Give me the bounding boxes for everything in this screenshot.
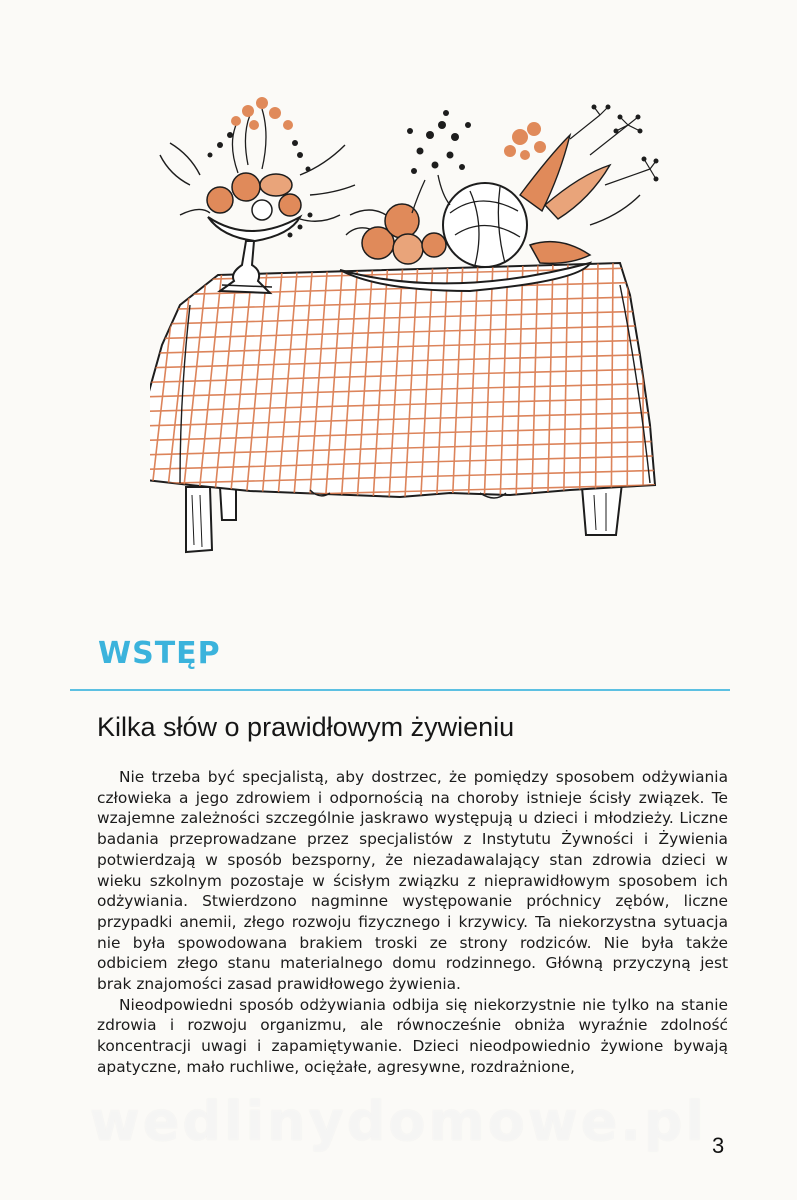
paragraph: Nieodpowiedni sposób odżywiania odbija się niekorzystnie nie tylko na stanie zdrowia i rozwoju organizmu, ale równocześnie obniża wyraźnie zdolność koncentracji uwagi i zapamiętywanie. Dzieci nieodpowiednio żywione bywają apatyczne, mało ruchliwe, ociężałe, agresywne, rozdrażnione, [97,995,728,1076]
paragraph: Nie trzeba być specjalistą, aby dostrzec, że pomiędzy sposobem odżywiania człowieka a jego zdrowiem i odpornością na choroby istnieje ścisły związek. Te wzajemne zależności szczególnie jaskrawo występują u dzieci i młodzieży. Liczne badania przeprowadzane przez specjalistów z Instytutu Żywności i Żywienia potwierdzają w sposób bezsporny, że niezadawalający stan zdrowia dzieci w wieku szkolnym pozostaje w ścisłym związku z nieprawidłowym sposobem ich odżywiania. Stwierdzono nagminne występowanie próchnicy zębów, liczne przypadki anemii, złego rozwoju fizycznego i krzywicy. Ta niekorzystna sytuacja nie była spowodowana brakiem troski ze strony rodziców. Nie była także odbiciem złego stanu materialnego domu rodzinnego. Główną przyczyną jest brak znajomości zasad prawidłowego żywienia. [97,768,728,994]
watermark: wedlinydomowe.pl [89,1090,708,1153]
page-number: 3 [712,1133,725,1158]
table-with-vegetables-illustration [150,95,660,565]
fruit-bowl-left [160,97,355,293]
body-text [97,767,728,1078]
chapter-title: Kilka słów o prawidłowym żywieniu [97,712,515,742]
heading-divider [70,689,730,691]
section-heading: WSTĘP [98,636,221,671]
